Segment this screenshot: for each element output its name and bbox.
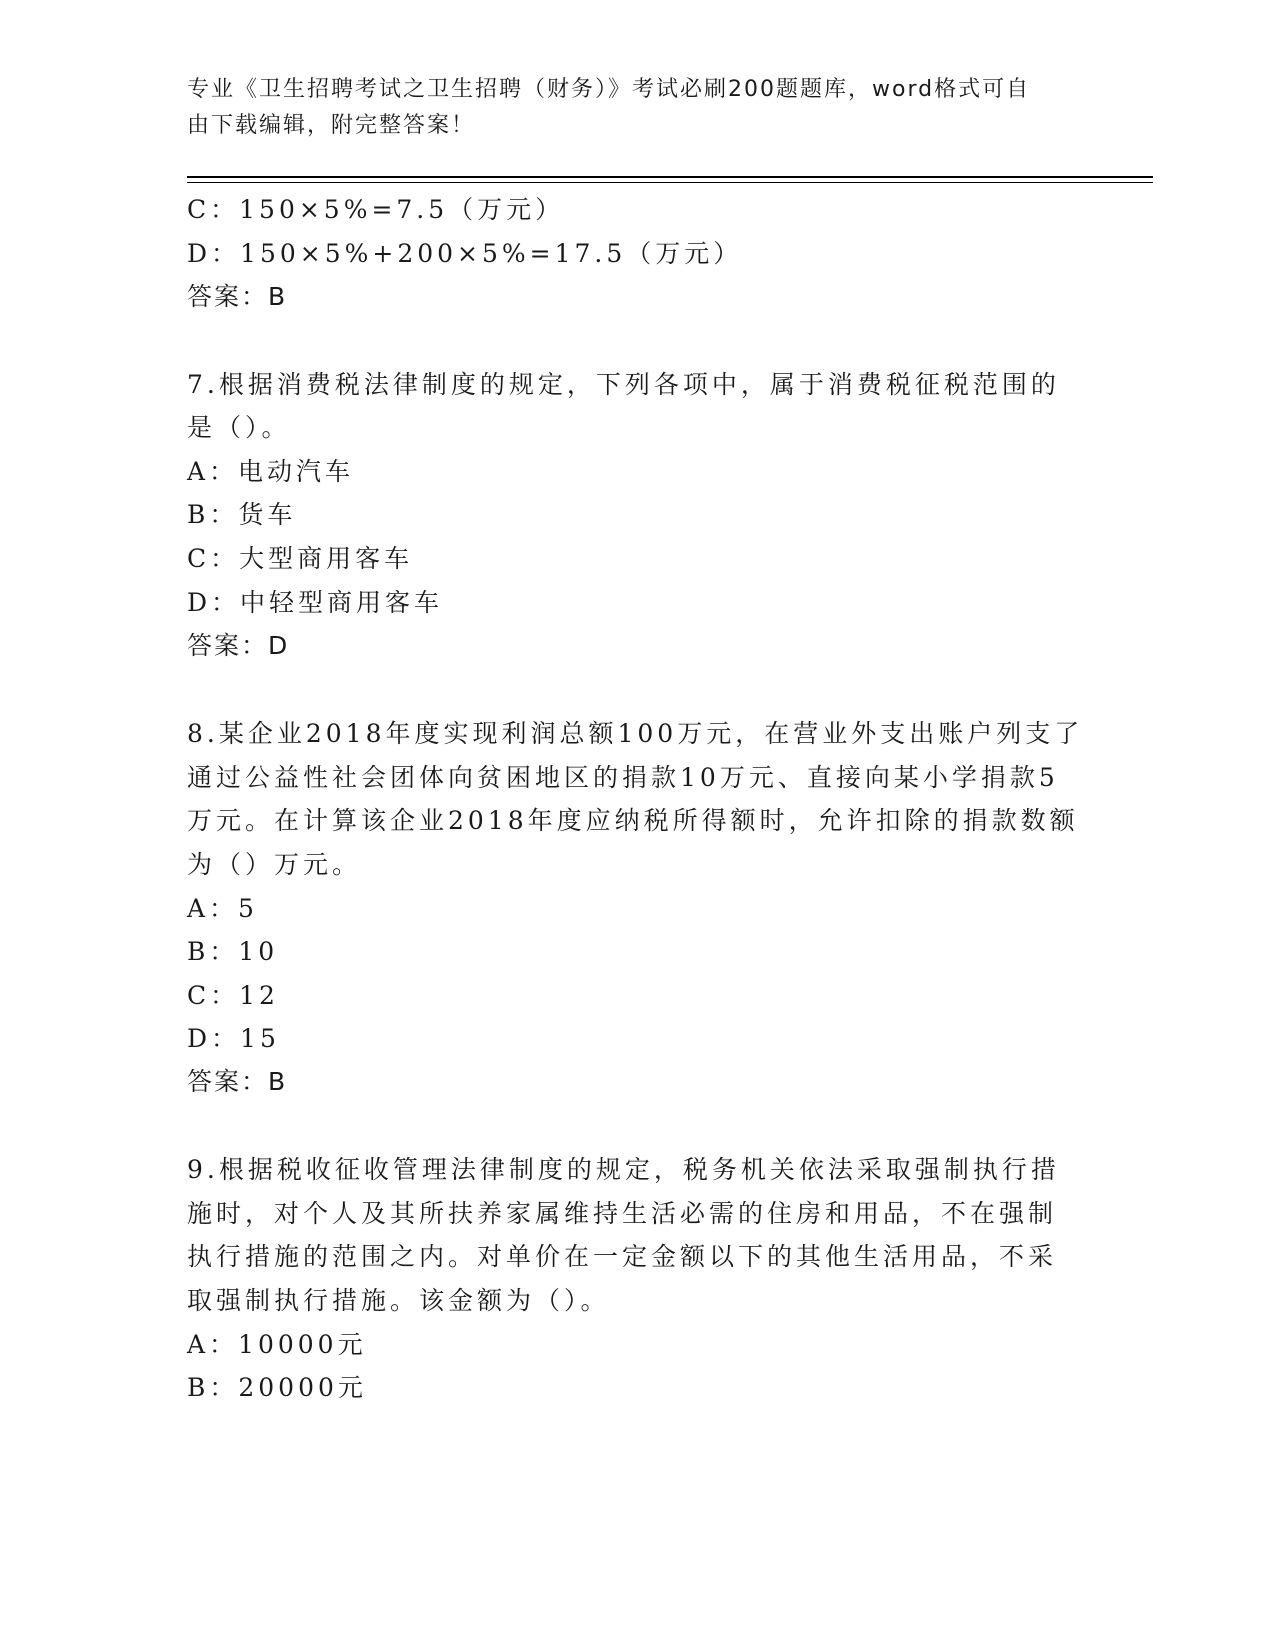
header-divider-thin [187,182,1153,183]
q9-stem-line-4: 取强制执行措施。该金额为（）。 [187,1286,610,1315]
q8-stem-line-1: 8.某企业2018年度实现利润总额100万元，在营业外支出账户列支了 [187,719,1084,748]
q9-stem-line-2: 施时，对个人及其所扶养家属维持生活必需的住房和用品，不在强制 [187,1199,1058,1228]
header-line-2: 由下载编辑，附完整答案！ [187,113,476,138]
q8-stem-line-4: 为（）万元。 [187,850,362,879]
q7-option-b: B：货车 [187,500,297,529]
header-line-1: 专业《卫生招聘考试之卫生招聘（财务）》考试必刷200题题库，word格式可自 [187,77,1031,102]
document-header [187,72,1087,144]
q7-option-a: A：电动汽车 [187,457,355,486]
q8-option-d: D：15 [187,1024,280,1053]
q8-stem-line-3: 万元。在计算该企业2018年度应纳税所得额时，允许扣除的捐款数额 [187,806,1079,835]
q6-option-d: D：150×5%+200×5%=17.5（万元） [187,239,743,268]
q7-stem-line-1: 7.根据消费税法律制度的规定，下列各项中，属于消费税征税范围的 [187,370,1060,399]
q8-stem-line-2: 通过公益性社会团体向贫困地区的捐款10万元、直接向某小学捐款5 [187,763,1059,792]
q8-option-c: C：12 [187,981,279,1010]
q8-answer: 答案：B [187,1067,288,1096]
q9-stem-line-1: 9.根据税收征收管理法律制度的规定，税务机关依法采取强制执行措 [187,1155,1060,1184]
q9-stem-line-3: 执行措施的范围之内。对单价在一定金额以下的其他生活用品，不采 [187,1242,1058,1271]
q6-option-c: C：150×5%=7.5（万元） [187,195,565,224]
q7-stem-line-2: 是（）。 [187,413,291,442]
q8-option-a: A：5 [187,894,258,923]
q9-option-a: A：10000元 [187,1330,367,1359]
header-divider-thick [187,176,1153,178]
q6-answer: 答案：B [187,282,288,311]
q9-option-b: B：20000元 [187,1373,367,1402]
q8-option-b: B：10 [187,937,279,966]
q7-option-c: C：大型商用客车 [187,544,414,573]
q7-answer: 答案：D [187,631,290,660]
q7-option-d: D：中轻型商用客车 [187,588,444,617]
